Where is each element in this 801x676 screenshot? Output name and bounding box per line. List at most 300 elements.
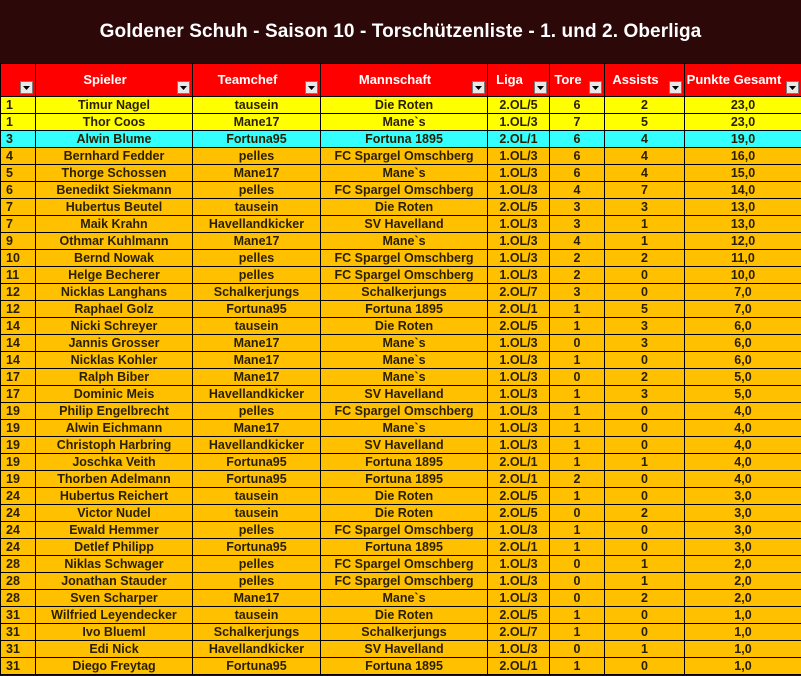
- cell-tore[interactable]: 2: [550, 471, 605, 488]
- cell-assists[interactable]: 4: [605, 131, 685, 148]
- cell-teamchef[interactable]: Fortuna95: [193, 471, 321, 488]
- cell-spieler[interactable]: Joschka Veith: [36, 454, 193, 471]
- cell-spieler[interactable]: Dominic Meis: [36, 386, 193, 403]
- cell-rank[interactable]: 7: [1, 216, 36, 233]
- cell-teamchef[interactable]: Havellandkicker: [193, 437, 321, 454]
- cell-assists[interactable]: 0: [605, 284, 685, 301]
- cell-assists[interactable]: 0: [605, 522, 685, 539]
- cell-liga[interactable]: 1.OL/3: [488, 420, 550, 437]
- cell-assists[interactable]: 1: [605, 641, 685, 658]
- cell-assists[interactable]: 7: [605, 182, 685, 199]
- cell-assists[interactable]: 0: [605, 437, 685, 454]
- cell-assists[interactable]: 0: [605, 539, 685, 556]
- cell-spieler[interactable]: Timur Nagel: [36, 97, 193, 114]
- cell-tore[interactable]: 1: [550, 437, 605, 454]
- cell-liga[interactable]: 2.OL/1: [488, 454, 550, 471]
- cell-punkte[interactable]: 1,0: [685, 641, 801, 658]
- cell-assists[interactable]: 1: [605, 233, 685, 250]
- cell-punkte[interactable]: 4,0: [685, 420, 801, 437]
- cell-rank[interactable]: 5: [1, 165, 36, 182]
- cell-rank[interactable]: 28: [1, 573, 36, 590]
- cell-liga[interactable]: 1.OL/3: [488, 233, 550, 250]
- cell-liga[interactable]: 1.OL/3: [488, 522, 550, 539]
- cell-rank[interactable]: 7: [1, 199, 36, 216]
- cell-rank[interactable]: 19: [1, 403, 36, 420]
- cell-liga[interactable]: 2.OL/5: [488, 607, 550, 624]
- cell-spieler[interactable]: Hubertus Beutel: [36, 199, 193, 216]
- cell-mannschaft[interactable]: Mane`s: [321, 233, 488, 250]
- cell-spieler[interactable]: Alwin Blume: [36, 131, 193, 148]
- cell-teamchef[interactable]: tausein: [193, 318, 321, 335]
- cell-rank[interactable]: 11: [1, 267, 36, 284]
- cell-assists[interactable]: 3: [605, 318, 685, 335]
- cell-mannschaft[interactable]: FC Spargel Omschberg: [321, 573, 488, 590]
- cell-assists[interactable]: 0: [605, 624, 685, 641]
- cell-tore[interactable]: 1: [550, 607, 605, 624]
- column-header-label: Mannschaft: [358, 72, 432, 87]
- cell-teamchef[interactable]: pelles: [193, 573, 321, 590]
- cell-assists[interactable]: 5: [605, 301, 685, 318]
- dropdown-arrow-icon: [672, 86, 679, 90]
- cell-mannschaft[interactable]: FC Spargel Omschberg: [321, 522, 488, 539]
- cell-punkte[interactable]: 3,0: [685, 505, 801, 522]
- cell-liga[interactable]: 2.OL/1: [488, 301, 550, 318]
- cell-liga[interactable]: 2.OL/1: [488, 471, 550, 488]
- cell-punkte[interactable]: 4,0: [685, 437, 801, 454]
- cell-liga[interactable]: 2.OL/5: [488, 488, 550, 505]
- cell-liga[interactable]: 2.OL/1: [488, 131, 550, 148]
- cell-rank[interactable]: 19: [1, 471, 36, 488]
- cell-liga[interactable]: 1.OL/3: [488, 386, 550, 403]
- cell-assists[interactable]: 0: [605, 267, 685, 284]
- cell-punkte[interactable]: 4,0: [685, 403, 801, 420]
- cell-punkte[interactable]: 6,0: [685, 335, 801, 352]
- cell-teamchef[interactable]: tausein: [193, 97, 321, 114]
- cell-tore[interactable]: 4: [550, 233, 605, 250]
- cell-liga[interactable]: 2.OL/5: [488, 97, 550, 114]
- cell-punkte[interactable]: 4,0: [685, 471, 801, 488]
- cell-teamchef[interactable]: pelles: [193, 556, 321, 573]
- cell-mannschaft[interactable]: Mane`s: [321, 420, 488, 437]
- filter-dropdown-button[interactable]: [20, 81, 33, 94]
- cell-spieler[interactable]: Helge Becherer: [36, 267, 193, 284]
- cell-punkte[interactable]: 6,0: [685, 352, 801, 369]
- cell-spieler[interactable]: Nicklas Langhans: [36, 284, 193, 301]
- cell-mannschaft[interactable]: FC Spargel Omschberg: [321, 267, 488, 284]
- cell-rank[interactable]: 31: [1, 641, 36, 658]
- cell-punkte[interactable]: 23,0: [685, 114, 801, 131]
- cell-spieler[interactable]: Sven Scharper: [36, 590, 193, 607]
- cell-tore[interactable]: 6: [550, 165, 605, 182]
- cell-punkte[interactable]: 4,0: [685, 454, 801, 471]
- cell-teamchef[interactable]: pelles: [193, 403, 321, 420]
- cell-mannschaft[interactable]: Mane`s: [321, 369, 488, 386]
- table-row: [1, 352, 801, 369]
- cell-assists[interactable]: 2: [605, 505, 685, 522]
- cell-assists[interactable]: 5: [605, 114, 685, 131]
- cell-liga[interactable]: 1.OL/3: [488, 403, 550, 420]
- cell-punkte[interactable]: 1,0: [685, 658, 801, 675]
- cell-teamchef[interactable]: Mane17: [193, 114, 321, 131]
- cell-liga[interactable]: 1.OL/3: [488, 590, 550, 607]
- cell-tore[interactable]: 1: [550, 624, 605, 641]
- cell-assists[interactable]: 1: [605, 573, 685, 590]
- cell-rank[interactable]: 24: [1, 505, 36, 522]
- cell-rank[interactable]: 14: [1, 318, 36, 335]
- cell-teamchef[interactable]: Havellandkicker: [193, 386, 321, 403]
- cell-assists[interactable]: 4: [605, 165, 685, 182]
- cell-assists[interactable]: 0: [605, 471, 685, 488]
- dropdown-arrow-icon: [308, 86, 315, 90]
- cell-spieler[interactable]: Maik Krahn: [36, 216, 193, 233]
- filter-dropdown-button[interactable]: [786, 81, 799, 94]
- cell-rank[interactable]: 1: [1, 114, 36, 131]
- cell-tore[interactable]: 0: [550, 556, 605, 573]
- cell-rank[interactable]: 1: [1, 97, 36, 114]
- cell-tore[interactable]: 6: [550, 97, 605, 114]
- cell-tore[interactable]: 1: [550, 352, 605, 369]
- cell-liga[interactable]: 1.OL/3: [488, 114, 550, 131]
- filter-dropdown-button[interactable]: [534, 81, 547, 94]
- cell-rank[interactable]: 31: [1, 658, 36, 675]
- cell-mannschaft[interactable]: SV Havelland: [321, 641, 488, 658]
- table-row: [1, 114, 801, 131]
- page-title: Goldener Schuh - Saison 10 - Torschützenliste - 1. und 2. Oberliga: [0, 0, 801, 63]
- cell-mannschaft[interactable]: Mane`s: [321, 114, 488, 131]
- cell-tore[interactable]: 3: [550, 199, 605, 216]
- cell-liga[interactable]: 2.OL/5: [488, 318, 550, 335]
- cell-mannschaft[interactable]: Fortuna 1895: [321, 454, 488, 471]
- cell-liga[interactable]: 1.OL/3: [488, 573, 550, 590]
- cell-punkte[interactable]: 2,0: [685, 573, 801, 590]
- table-row: [1, 658, 801, 675]
- cell-punkte[interactable]: 7,0: [685, 284, 801, 301]
- cell-mannschaft[interactable]: SV Havelland: [321, 386, 488, 403]
- cell-spieler[interactable]: Ewald Hemmer: [36, 522, 193, 539]
- cell-teamchef[interactable]: tausein: [193, 505, 321, 522]
- cell-tore[interactable]: 1: [550, 403, 605, 420]
- cell-tore[interactable]: 2: [550, 267, 605, 284]
- cell-rank[interactable]: 19: [1, 437, 36, 454]
- cell-teamchef[interactable]: pelles: [193, 182, 321, 199]
- cell-rank[interactable]: 12: [1, 284, 36, 301]
- cell-teamchef[interactable]: Havellandkicker: [193, 216, 321, 233]
- cell-teamchef[interactable]: Schalkerjungs: [193, 284, 321, 301]
- cell-assists[interactable]: 0: [605, 352, 685, 369]
- filter-dropdown-button[interactable]: [177, 81, 190, 94]
- cell-tore[interactable]: 0: [550, 590, 605, 607]
- cell-spieler[interactable]: Thorge Schossen: [36, 165, 193, 182]
- table-row: [1, 250, 801, 267]
- cell-mannschaft[interactable]: Fortuna 1895: [321, 301, 488, 318]
- cell-teamchef[interactable]: Mane17: [193, 165, 321, 182]
- cell-spieler[interactable]: Thor Coos: [36, 114, 193, 131]
- cell-rank[interactable]: 4: [1, 148, 36, 165]
- cell-punkte[interactable]: 3,0: [685, 522, 801, 539]
- cell-rank[interactable]: 28: [1, 590, 36, 607]
- cell-assists[interactable]: 4: [605, 148, 685, 165]
- cell-mannschaft[interactable]: SV Havelland: [321, 437, 488, 454]
- cell-liga[interactable]: 1.OL/3: [488, 148, 550, 165]
- cell-spieler[interactable]: Jannis Grosser: [36, 335, 193, 352]
- cell-assists[interactable]: 0: [605, 607, 685, 624]
- table-row: [1, 641, 801, 658]
- cell-liga[interactable]: 1.OL/3: [488, 216, 550, 233]
- cell-assists[interactable]: 0: [605, 488, 685, 505]
- cell-teamchef[interactable]: Mane17: [193, 590, 321, 607]
- cell-teamchef[interactable]: Mane17: [193, 369, 321, 386]
- cell-mannschaft[interactable]: FC Spargel Omschberg: [321, 182, 488, 199]
- cell-teamchef[interactable]: tausein: [193, 199, 321, 216]
- cell-teamchef[interactable]: Mane17: [193, 420, 321, 437]
- cell-tore[interactable]: 2: [550, 250, 605, 267]
- cell-punkte[interactable]: 16,0: [685, 148, 801, 165]
- cell-teamchef[interactable]: Fortuna95: [193, 301, 321, 318]
- cell-teamchef[interactable]: Mane17: [193, 233, 321, 250]
- cell-spieler[interactable]: Christoph Harbring: [36, 437, 193, 454]
- cell-rank[interactable]: 10: [1, 250, 36, 267]
- cell-teamchef[interactable]: Fortuna95: [193, 454, 321, 471]
- cell-spieler[interactable]: Hubertus Reichert: [36, 488, 193, 505]
- cell-rank[interactable]: 31: [1, 607, 36, 624]
- cell-teamchef[interactable]: Fortuna95: [193, 658, 321, 675]
- cell-mannschaft[interactable]: Mane`s: [321, 165, 488, 182]
- cell-liga[interactable]: 2.OL/5: [488, 505, 550, 522]
- cell-spieler[interactable]: Thorben Adelmann: [36, 471, 193, 488]
- cell-spieler[interactable]: Edi Nick: [36, 641, 193, 658]
- cell-rank[interactable]: 12: [1, 301, 36, 318]
- cell-teamchef[interactable]: tausein: [193, 488, 321, 505]
- cell-teamchef[interactable]: tausein: [193, 607, 321, 624]
- table-row: [1, 386, 801, 403]
- column-header-teamchef: [193, 64, 321, 97]
- cell-liga[interactable]: 1.OL/3: [488, 556, 550, 573]
- cell-punkte[interactable]: 3,0: [685, 488, 801, 505]
- cell-assists[interactable]: 2: [605, 369, 685, 386]
- cell-rank[interactable]: 19: [1, 420, 36, 437]
- cell-assists[interactable]: 3: [605, 386, 685, 403]
- filter-dropdown-button[interactable]: [669, 81, 682, 94]
- cell-tore[interactable]: 4: [550, 182, 605, 199]
- cell-tore[interactable]: 1: [550, 420, 605, 437]
- cell-liga[interactable]: 1.OL/3: [488, 165, 550, 182]
- cell-rank[interactable]: 3: [1, 131, 36, 148]
- cell-tore[interactable]: 6: [550, 148, 605, 165]
- cell-assists[interactable]: 0: [605, 403, 685, 420]
- cell-mannschaft[interactable]: Fortuna 1895: [321, 131, 488, 148]
- cell-liga[interactable]: 2.OL/1: [488, 539, 550, 556]
- cell-spieler[interactable]: Raphael Golz: [36, 301, 193, 318]
- cell-assists[interactable]: 3: [605, 199, 685, 216]
- cell-tore[interactable]: 0: [550, 335, 605, 352]
- cell-spieler[interactable]: Bernhard Fedder: [36, 148, 193, 165]
- cell-spieler[interactable]: Nicki Schreyer: [36, 318, 193, 335]
- cell-spieler[interactable]: Alwin Eichmann: [36, 420, 193, 437]
- cell-tore[interactable]: 6: [550, 131, 605, 148]
- cell-mannschaft[interactable]: Die Roten: [321, 607, 488, 624]
- cell-assists[interactable]: 1: [605, 216, 685, 233]
- cell-tore[interactable]: 1: [550, 454, 605, 471]
- cell-assists[interactable]: 2: [605, 590, 685, 607]
- cell-spieler[interactable]: Jonathan Stauder: [36, 573, 193, 590]
- cell-spieler[interactable]: Diego Freytag: [36, 658, 193, 675]
- cell-tore[interactable]: 1: [550, 539, 605, 556]
- cell-tore[interactable]: 1: [550, 301, 605, 318]
- cell-rank[interactable]: 28: [1, 556, 36, 573]
- cell-rank[interactable]: 24: [1, 522, 36, 539]
- cell-mannschaft[interactable]: FC Spargel Omschberg: [321, 250, 488, 267]
- cell-mannschaft[interactable]: Schalkerjungs: [321, 624, 488, 641]
- cell-spieler[interactable]: Benedikt Siekmann: [36, 182, 193, 199]
- cell-assists[interactable]: 2: [605, 97, 685, 114]
- cell-spieler[interactable]: Detlef Philipp: [36, 539, 193, 556]
- cell-punkte[interactable]: 19,0: [685, 131, 801, 148]
- table-row: [1, 488, 801, 505]
- cell-mannschaft[interactable]: Mane`s: [321, 590, 488, 607]
- cell-punkte[interactable]: 6,0: [685, 318, 801, 335]
- filter-dropdown-button[interactable]: [305, 81, 318, 94]
- cell-liga[interactable]: 2.OL/7: [488, 284, 550, 301]
- cell-mannschaft[interactable]: FC Spargel Omschberg: [321, 403, 488, 420]
- cell-mannschaft[interactable]: Die Roten: [321, 318, 488, 335]
- cell-punkte[interactable]: 5,0: [685, 386, 801, 403]
- cell-liga[interactable]: 1.OL/3: [488, 641, 550, 658]
- cell-liga[interactable]: 1.OL/3: [488, 369, 550, 386]
- cell-teamchef[interactable]: pelles: [193, 267, 321, 284]
- cell-spieler[interactable]: Nicklas Kohler: [36, 352, 193, 369]
- cell-teamchef[interactable]: pelles: [193, 148, 321, 165]
- cell-teamchef[interactable]: pelles: [193, 250, 321, 267]
- cell-punkte[interactable]: 7,0: [685, 301, 801, 318]
- cell-liga[interactable]: 2.OL/7: [488, 624, 550, 641]
- cell-mannschaft[interactable]: Schalkerjungs: [321, 284, 488, 301]
- cell-punkte[interactable]: 12,0: [685, 233, 801, 250]
- table-row: [1, 522, 801, 539]
- column-header-label: Punkte Gesamt: [686, 72, 782, 87]
- cell-rank[interactable]: 31: [1, 624, 36, 641]
- filter-dropdown-button[interactable]: [589, 81, 602, 94]
- cell-punkte[interactable]: 23,0: [685, 97, 801, 114]
- cell-spieler[interactable]: Wilfried Leyendecker: [36, 607, 193, 624]
- cell-liga[interactable]: 1.OL/3: [488, 352, 550, 369]
- cell-mannschaft[interactable]: Die Roten: [321, 488, 488, 505]
- cell-liga[interactable]: 1.OL/3: [488, 437, 550, 454]
- cell-punkte[interactable]: 13,0: [685, 216, 801, 233]
- cell-mannschaft[interactable]: FC Spargel Omschberg: [321, 148, 488, 165]
- cell-liga[interactable]: 1.OL/3: [488, 335, 550, 352]
- table-row: [1, 165, 801, 182]
- cell-mannschaft[interactable]: Mane`s: [321, 335, 488, 352]
- cell-mannschaft[interactable]: FC Spargel Omschberg: [321, 556, 488, 573]
- cell-teamchef[interactable]: Fortuna95: [193, 131, 321, 148]
- cell-tore[interactable]: 1: [550, 318, 605, 335]
- cell-teamchef[interactable]: Schalkerjungs: [193, 624, 321, 641]
- cell-rank[interactable]: 14: [1, 352, 36, 369]
- cell-assists[interactable]: 1: [605, 454, 685, 471]
- cell-tore[interactable]: 0: [550, 641, 605, 658]
- cell-teamchef[interactable]: Havellandkicker: [193, 641, 321, 658]
- cell-mannschaft[interactable]: SV Havelland: [321, 216, 488, 233]
- cell-mannschaft[interactable]: Fortuna 1895: [321, 658, 488, 675]
- cell-rank[interactable]: 24: [1, 488, 36, 505]
- cell-assists[interactable]: 0: [605, 658, 685, 675]
- cell-mannschaft[interactable]: Fortuna 1895: [321, 471, 488, 488]
- cell-mannschaft[interactable]: Die Roten: [321, 199, 488, 216]
- cell-punkte[interactable]: 3,0: [685, 539, 801, 556]
- cell-spieler[interactable]: Ralph Biber: [36, 369, 193, 386]
- cell-liga[interactable]: 2.OL/1: [488, 658, 550, 675]
- cell-tore[interactable]: 1: [550, 488, 605, 505]
- cell-rank[interactable]: 6: [1, 182, 36, 199]
- cell-rank[interactable]: 24: [1, 539, 36, 556]
- cell-spieler[interactable]: Niklas Schwager: [36, 556, 193, 573]
- cell-assists[interactable]: 1: [605, 556, 685, 573]
- cell-rank[interactable]: 14: [1, 335, 36, 352]
- cell-mannschaft[interactable]: Mane`s: [321, 352, 488, 369]
- cell-rank[interactable]: 19: [1, 454, 36, 471]
- cell-punkte[interactable]: 13,0: [685, 199, 801, 216]
- cell-punkte[interactable]: 2,0: [685, 590, 801, 607]
- cell-mannschaft[interactable]: Die Roten: [321, 505, 488, 522]
- cell-rank[interactable]: 17: [1, 386, 36, 403]
- cell-assists[interactable]: 3: [605, 335, 685, 352]
- cell-punkte[interactable]: 10,0: [685, 267, 801, 284]
- cell-spieler[interactable]: Bernd Nowak: [36, 250, 193, 267]
- cell-tore[interactable]: 7: [550, 114, 605, 131]
- cell-rank[interactable]: 17: [1, 369, 36, 386]
- cell-mannschaft[interactable]: Die Roten: [321, 97, 488, 114]
- cell-mannschaft[interactable]: Fortuna 1895: [321, 539, 488, 556]
- cell-assists[interactable]: 0: [605, 420, 685, 437]
- cell-rank[interactable]: 9: [1, 233, 36, 250]
- cell-tore[interactable]: 0: [550, 505, 605, 522]
- cell-assists[interactable]: 2: [605, 250, 685, 267]
- cell-spieler[interactable]: Othmar Kuhlmann: [36, 233, 193, 250]
- cell-tore[interactable]: 3: [550, 216, 605, 233]
- cell-punkte[interactable]: 11,0: [685, 250, 801, 267]
- filter-dropdown-button[interactable]: [472, 81, 485, 94]
- cell-teamchef[interactable]: Mane17: [193, 335, 321, 352]
- cell-spieler[interactable]: Philip Engelbrecht: [36, 403, 193, 420]
- cell-tore[interactable]: 1: [550, 522, 605, 539]
- cell-spieler[interactable]: Victor Nudel: [36, 505, 193, 522]
- column-header-label: Teamchef: [217, 72, 278, 87]
- cell-punkte[interactable]: 5,0: [685, 369, 801, 386]
- column-header-rank: [1, 64, 36, 97]
- table-row: [1, 539, 801, 556]
- cell-tore[interactable]: 3: [550, 284, 605, 301]
- cell-spieler[interactable]: Ivo Blueml: [36, 624, 193, 641]
- cell-punkte[interactable]: 1,0: [685, 607, 801, 624]
- cell-teamchef[interactable]: Mane17: [193, 352, 321, 369]
- cell-teamchef[interactable]: pelles: [193, 522, 321, 539]
- cell-punkte[interactable]: 15,0: [685, 165, 801, 182]
- cell-punkte[interactable]: 1,0: [685, 624, 801, 641]
- cell-liga[interactable]: 1.OL/3: [488, 267, 550, 284]
- cell-tore[interactable]: 1: [550, 658, 605, 675]
- cell-liga[interactable]: 1.OL/3: [488, 182, 550, 199]
- cell-liga[interactable]: 1.OL/3: [488, 250, 550, 267]
- cell-liga[interactable]: 2.OL/5: [488, 199, 550, 216]
- cell-tore[interactable]: 0: [550, 369, 605, 386]
- table-row: [1, 199, 801, 216]
- cell-tore[interactable]: 0: [550, 573, 605, 590]
- cell-punkte[interactable]: 2,0: [685, 556, 801, 573]
- cell-teamchef[interactable]: Fortuna95: [193, 539, 321, 556]
- cell-tore[interactable]: 1: [550, 386, 605, 403]
- column-header-label: Tore: [554, 72, 582, 87]
- cell-punkte[interactable]: 14,0: [685, 182, 801, 199]
